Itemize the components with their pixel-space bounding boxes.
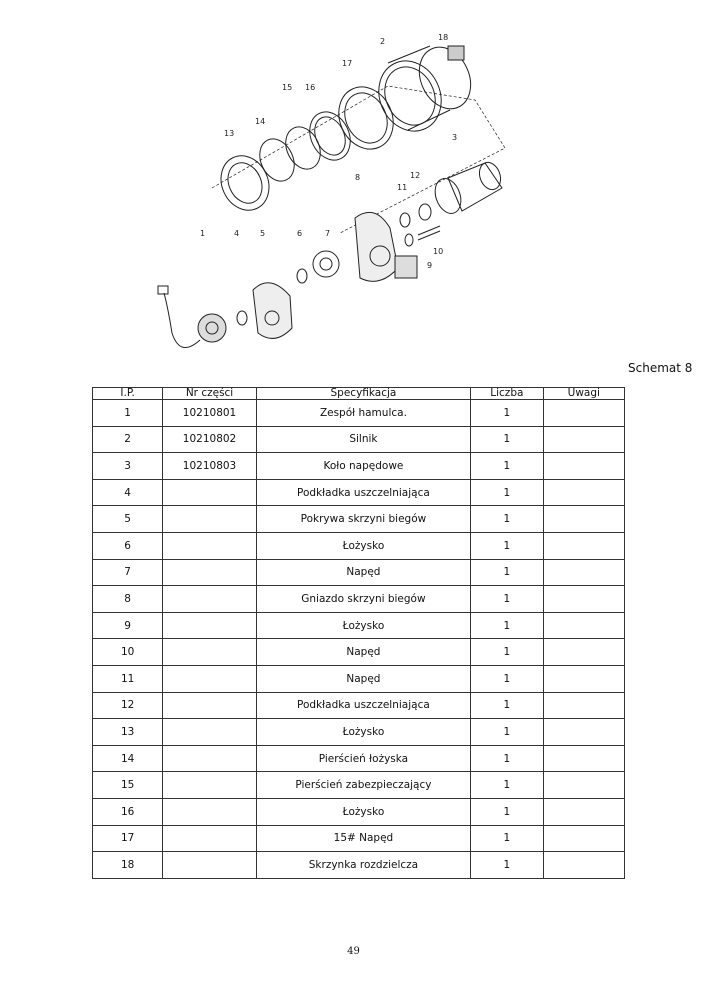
cell-lp: 8: [93, 586, 163, 613]
cell-liczba: 1: [471, 798, 544, 825]
callout-9: 9: [427, 261, 433, 270]
callout-15: 15: [282, 83, 293, 92]
cell-nr: [163, 586, 256, 613]
cell-spec: Gniazdo skrzyni biegów: [256, 586, 470, 613]
cell-uwagi: [543, 745, 624, 772]
header-lp: I.P.: [93, 388, 163, 400]
table-row: [93, 453, 625, 480]
cell-uwagi: [543, 665, 624, 692]
cell-uwagi: [543, 479, 624, 506]
cell-uwagi: [543, 772, 624, 799]
cell-spec: Skrzynka rozdzielcza: [256, 852, 470, 879]
cell-spec: Podkładka uszczelniająca: [256, 479, 470, 506]
cell-liczba: 1: [471, 639, 544, 666]
cell-nr: [163, 639, 256, 666]
table-row: [93, 719, 625, 746]
callout-16: 16: [305, 83, 316, 92]
cell-liczba: 1: [471, 426, 544, 453]
cell-uwagi: [543, 532, 624, 559]
cell-spec: Łożysko: [256, 719, 470, 746]
cell-lp: 11: [93, 665, 163, 692]
callout-8: 8: [355, 173, 361, 182]
cell-nr: 10210803: [163, 453, 256, 480]
cell-spec: Pierścień łożyska: [256, 745, 470, 772]
table-row: [93, 772, 625, 799]
parts-table-body: [93, 400, 625, 879]
cell-liczba: 1: [471, 586, 544, 613]
cell-uwagi: [543, 798, 624, 825]
cell-liczba: 1: [471, 612, 544, 639]
cell-nr: [163, 612, 256, 639]
cell-uwagi: [543, 719, 624, 746]
cell-lp: 1: [93, 400, 163, 427]
cell-lp: 3: [93, 453, 163, 480]
cell-spec: Łożysko: [256, 612, 470, 639]
cell-uwagi: [543, 506, 624, 533]
table-row: [93, 665, 625, 692]
cell-uwagi: [543, 612, 624, 639]
table-row: [93, 479, 625, 506]
table-row: [93, 692, 625, 719]
header-nr: Nr części: [163, 388, 256, 400]
cell-spec: Podkładka uszczelniająca: [256, 692, 470, 719]
table-row: [93, 639, 625, 666]
cell-uwagi: [543, 400, 624, 427]
cell-spec: Pokrywa skrzyni biegów: [256, 506, 470, 533]
callout-17: 17: [342, 59, 353, 68]
cell-lp: 14: [93, 745, 163, 772]
cell-liczba: 1: [471, 719, 544, 746]
cell-lp: 17: [93, 825, 163, 852]
table-header-row: [93, 388, 625, 400]
table-row: [93, 559, 625, 586]
callout-4: 4: [234, 229, 240, 238]
table-row: [93, 612, 625, 639]
cell-lp: 4: [93, 479, 163, 506]
cell-nr: [163, 798, 256, 825]
cell-nr: [163, 825, 256, 852]
table-row: [93, 852, 625, 879]
callout-10: 10: [433, 247, 444, 256]
cell-nr: [163, 745, 256, 772]
parts-table: [92, 387, 625, 879]
callout-11: 11: [397, 183, 408, 192]
cell-nr: [163, 852, 256, 879]
cell-spec: 15# Napęd: [256, 825, 470, 852]
cell-spec: Zespół hamulca.: [256, 400, 470, 427]
table-row: [93, 532, 625, 559]
cell-lp: 13: [93, 719, 163, 746]
cell-lp: 16: [93, 798, 163, 825]
cell-uwagi: [543, 559, 624, 586]
cell-uwagi: [543, 639, 624, 666]
callout-13: 13: [224, 129, 235, 138]
header-liczba: Liczba: [471, 388, 544, 400]
table-row: [93, 798, 625, 825]
table-row: [93, 426, 625, 453]
table-row: [93, 745, 625, 772]
cell-liczba: 1: [471, 772, 544, 799]
schema-title: Schemat 8: [628, 361, 693, 375]
cell-nr: [163, 479, 256, 506]
table-row: [93, 825, 625, 852]
callout-3: 3: [452, 133, 458, 142]
cell-nr: 10210802: [163, 426, 256, 453]
cell-lp: 18: [93, 852, 163, 879]
callout-5: 5: [260, 229, 266, 238]
cell-nr: [163, 506, 256, 533]
callout-6: 6: [297, 229, 303, 238]
table-row: [93, 586, 625, 613]
cell-spec: Łożysko: [256, 798, 470, 825]
cell-nr: [163, 772, 256, 799]
cell-liczba: 1: [471, 453, 544, 480]
cell-spec: Napęd: [256, 639, 470, 666]
cell-spec: Napęd: [256, 665, 470, 692]
cell-liczba: 1: [471, 559, 544, 586]
cell-spec: Pierścień zabezpieczający: [256, 772, 470, 799]
callout-18: 18: [438, 33, 449, 42]
cell-liczba: 1: [471, 745, 544, 772]
cell-spec: Koło napędowe: [256, 453, 470, 480]
cell-liczba: 1: [471, 692, 544, 719]
cell-lp: 5: [93, 506, 163, 533]
cell-nr: [163, 532, 256, 559]
callout-2: 2: [380, 37, 386, 46]
cell-spec: Napęd: [256, 559, 470, 586]
cell-liczba: 1: [471, 852, 544, 879]
cell-uwagi: [543, 586, 624, 613]
cell-liczba: 1: [471, 506, 544, 533]
cell-nr: [163, 692, 256, 719]
cell-lp: 9: [93, 612, 163, 639]
cell-nr: [163, 559, 256, 586]
callout-1: 1: [200, 229, 206, 238]
cell-liczba: 1: [471, 532, 544, 559]
cell-uwagi: [543, 692, 624, 719]
cell-uwagi: [543, 426, 624, 453]
header-uwagi: Uwagi: [543, 388, 624, 400]
cell-uwagi: [543, 852, 624, 879]
cell-spec: Silnik: [256, 426, 470, 453]
exploded-view-drawing: [150, 28, 530, 368]
cell-uwagi: [543, 825, 624, 852]
cell-lp: 6: [93, 532, 163, 559]
cell-lp: 15: [93, 772, 163, 799]
cell-nr: [163, 665, 256, 692]
cell-uwagi: [543, 453, 624, 480]
cell-liczba: 1: [471, 400, 544, 427]
cell-lp: 10: [93, 639, 163, 666]
cell-nr: 10210801: [163, 400, 256, 427]
cell-liczba: 1: [471, 665, 544, 692]
cell-lp: 12: [93, 692, 163, 719]
cell-lp: 2: [93, 426, 163, 453]
exploded-parts-diagram: [150, 28, 530, 368]
table-row: [93, 400, 625, 427]
table-row: [93, 506, 625, 533]
cell-lp: 7: [93, 559, 163, 586]
header-spec: Specyfikacja: [256, 388, 470, 400]
callout-7: 7: [325, 229, 331, 238]
cell-liczba: 1: [471, 825, 544, 852]
cell-liczba: 1: [471, 479, 544, 506]
callout-12: 12: [410, 171, 421, 180]
page-number: 49: [347, 946, 360, 957]
cell-nr: [163, 719, 256, 746]
cell-spec: Łożysko: [256, 532, 470, 559]
callout-14: 14: [255, 117, 266, 126]
